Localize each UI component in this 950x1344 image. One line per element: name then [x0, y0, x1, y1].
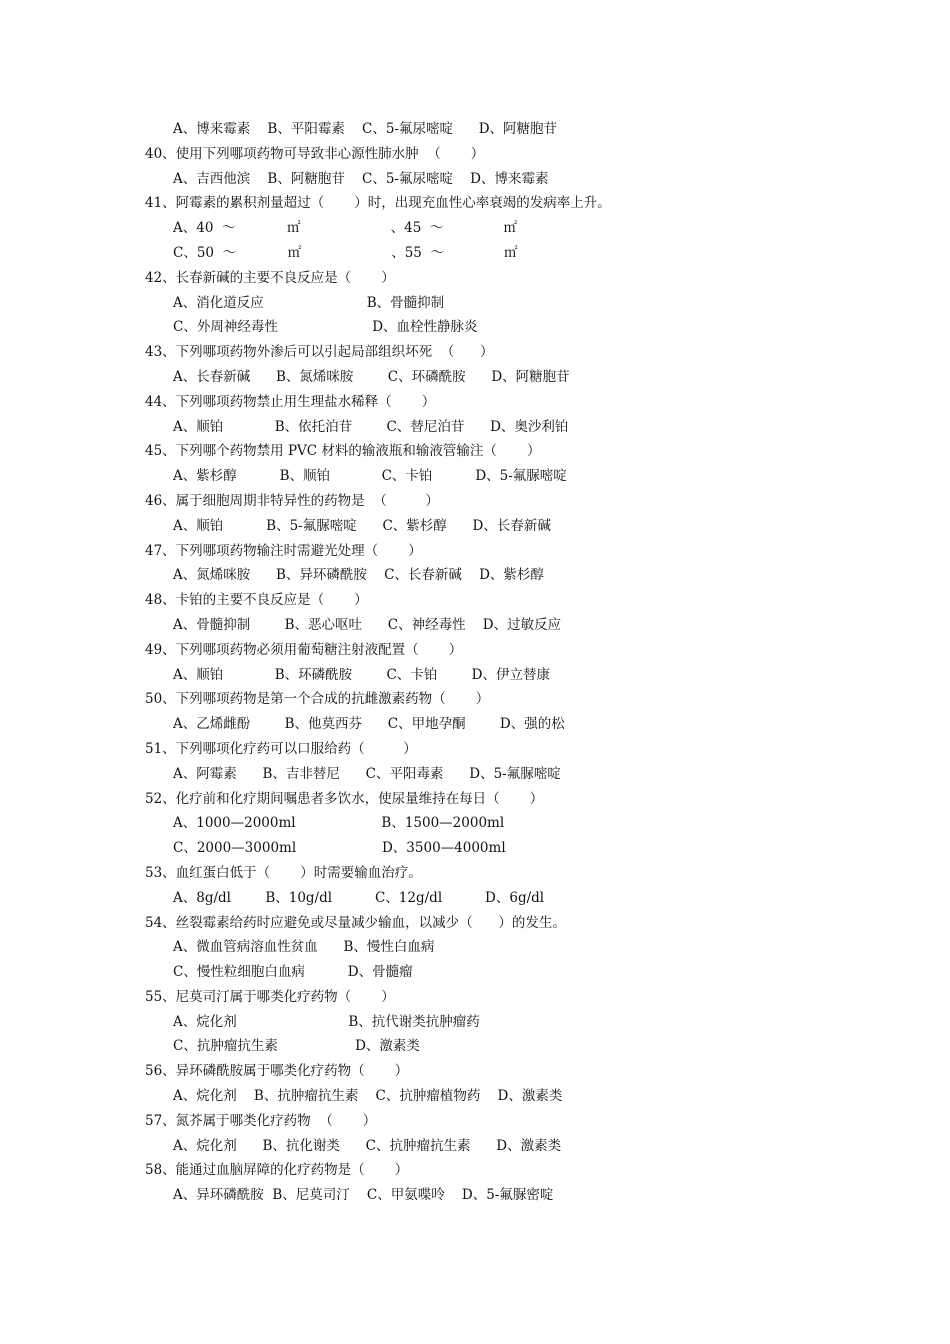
answer-options: A、异环磷酰胺 B、尼莫司汀 C、甲氨喋呤 D、5-氟脲密啶 [173, 1187, 554, 1204]
answer-options: A、氮烯咪胺 B、异环磷酰胺 C、长春新碱 D、紫杉醇 [173, 567, 544, 584]
answer-options: C、抗肿瘤抗生素 D、激素类 [173, 1038, 420, 1055]
question-text: 49、下列哪项药物必须用葡萄糖注射液配置（ ） [145, 641, 463, 658]
question-text: 57、氮芥属于哪类化疗药物 （ ） [145, 1112, 377, 1129]
question-text: 50、下列哪项药物是第一个合成的抗雌激素药物（ ） [145, 691, 490, 708]
question-list [145, 117, 845, 1208]
question-text: 40、使用下列哪项药物可导致非心源性肺水肿 （ ） [145, 145, 485, 162]
question-text: 47、下列哪项药物输注时需避光处理（ ） [145, 542, 422, 559]
answer-options: A、1000—2000ml B、1500—2000ml [173, 815, 505, 832]
answer-options: A、顺铂 B、5-氟脲嘧啶 C、紫杉醇 D、长春新碱 [173, 517, 551, 534]
answer-options: A、40 ～ ㎡ 、45 ～ ㎡ [173, 220, 517, 237]
answer-options: A、吉西他滨 B、阿糖胞苷 C、5-氟尿嘧啶 D、博来霉素 [173, 170, 549, 187]
answer-options: A、紫杉醇 B、顺铂 C、卡铂 D、5-氟脲嘧啶 [173, 468, 567, 485]
question-text: 41、阿霉素的累积剂量超过（ ）时，出现充血性心率衰竭的发病率上升。 [145, 195, 611, 212]
answer-options: C、外周神经毒性 D、血栓性静脉炎 [173, 319, 478, 336]
question-text: 42、长春新碱的主要不良反应是（ ） [145, 269, 395, 286]
question-text: 56、异环磷酰胺属于哪类化疗药物（ ） [145, 1063, 409, 1080]
question-text: 54、丝裂霉素给药时应避免或尽量减少输血，以减少（ ）的发生。 [145, 914, 566, 931]
question-text: 46、属于细胞周期非特异性的药物是 （ ） [145, 492, 439, 509]
question-text: 45、下列哪个药物禁用 PVC 材料的输液瓶和输液管输注（ ） [145, 443, 541, 460]
question-text: 44、下列哪项药物禁止用生理盐水稀释（ ） [145, 393, 436, 410]
answer-options: A、烷化剂 B、抗化谢类 C、抗肿瘤抗生素 D、激素类 [173, 1137, 562, 1154]
question-text: 55、尼莫司汀属于哪类化疗药物（ ） [145, 988, 395, 1005]
answer-options: A、博来霉素 B、平阳霉素 C、5-氟尿嘧啶 D、阿糖胞苷 [173, 121, 558, 137]
answer-options: C、慢性粒细胞白血病 D、骨髓瘤 [173, 964, 413, 981]
answer-options: A、阿霉素 B、吉非替尼 C、平阳毒素 D、5-氟脲嘧啶 [173, 765, 561, 782]
answer-options: C、50 ～ ㎡ 、55 ～ ㎡ [173, 244, 518, 261]
answer-options: A、乙烯雌酚 B、他莫西芬 C、甲地孕酮 D、强的松 [173, 716, 565, 733]
answer-options: A、微血管病溶血性贫血 B、慢性白血病 [173, 939, 435, 956]
question-text: 52、化疗前和化疗期间嘱患者多饮水，使尿量维持在每日（ ） [145, 790, 544, 807]
question-text: 53、血红蛋白低于（ ）时需要输血治疗。 [145, 864, 422, 881]
answer-options: A、顺铂 B、依托泊苷 C、替尼泊苷 D、奥沙利铂 [173, 418, 569, 435]
question-text: 51、下列哪项化疗药可以口服给药（ ） [145, 740, 417, 757]
question-text: 48、卡铂的主要不良反应是（ ） [145, 592, 368, 609]
answer-options: A、骨髓抑制 B、恶心呕吐 C、神经毒性 D、过敏反应 [173, 616, 562, 633]
question-text: 58、能通过血脑屏障的化疗药物是（ ） [145, 1162, 409, 1179]
answer-options: A、长春新碱 B、氮烯咪胺 C、环磷酰胺 D、阿糖胞苷 [173, 368, 570, 385]
answer-options: A、顺铂 B、环磷酰胺 C、卡铂 D、伊立替康 [173, 666, 550, 683]
question-text: 43、下列哪项药物外渗后可以引起局部组织坏死 （ ） [145, 344, 494, 361]
answer-options: A、烷化剂 B、抗肿瘤抗生素 C、抗肿瘤植物药 D、激素类 [173, 1088, 563, 1105]
answer-options: C、2000—3000ml D、3500—4000ml [173, 840, 506, 857]
answer-options: A、消化道反应 B、骨髓抑制 [173, 294, 445, 311]
answer-options: A、烷化剂 B、抗代谢类抗肿瘤药 [173, 1013, 480, 1030]
answer-options: A、8g/dl B、10g/dl C、12g/dl D、6g/dl [173, 889, 545, 906]
